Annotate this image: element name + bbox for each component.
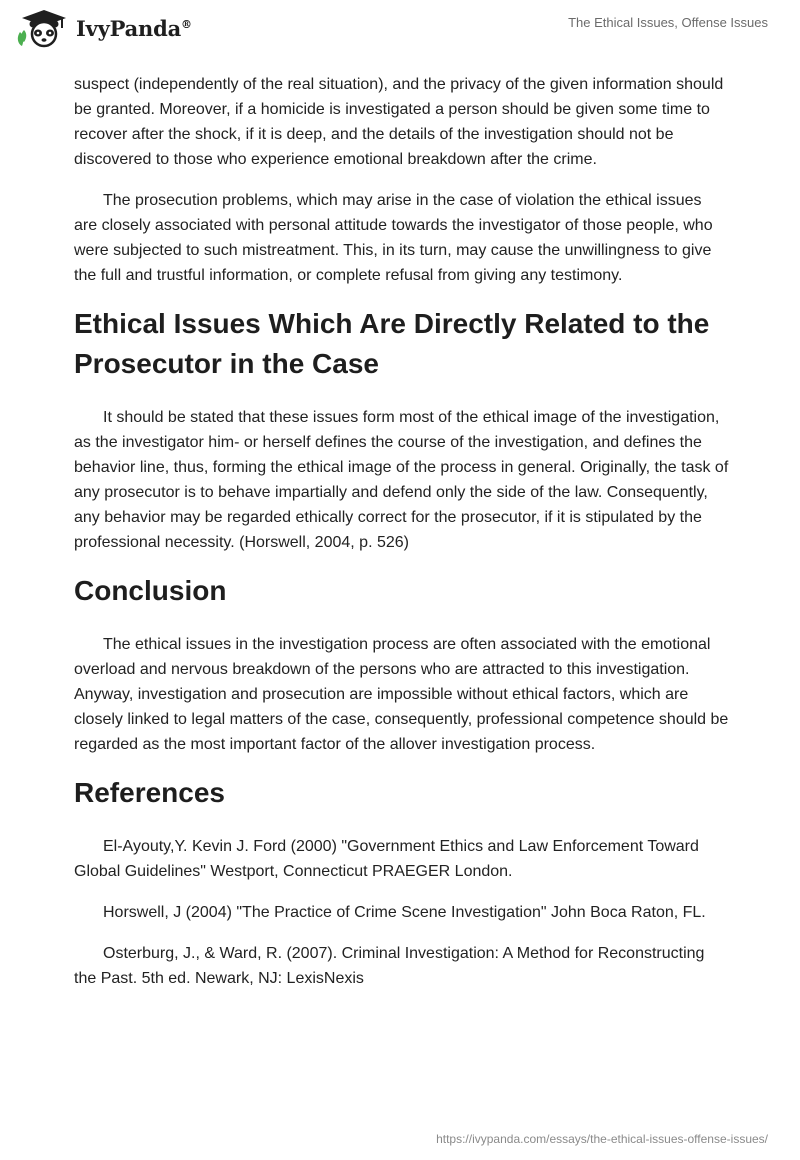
document-title: The Ethical Issues, Offense Issues <box>568 15 768 30</box>
essay-body <box>74 72 729 1007</box>
panda-graduate-icon <box>14 8 70 48</box>
paragraph-conclusion: The ethical issues in the investigation process are often associated with the emotional overload and nervous breakdown of the persons who are attracted to this investigation. Anyway, investigation and prosecution are impossible without ethical factors, which are closely linked to legal matters of the case, consequently, professional competence should be regarded as the most important factor of the allover investigation process. <box>74 636 729 753</box>
paragraph-prosecutor: It should be stated that these issues form most of the ethical image of the investigation, as the investigator him- or herself defines the course of the investigation, and defines the behavior line, thus, forming the ethical image of the process in general. Originally, the task of any prosecutor is to behave impartially and defend only the side of the law. Consequently, any behavior may be regarded ethically correct for the prosecutor, if it is stipulated by the professional necessity. (Horswell, 2004, p. 526) <box>74 409 729 551</box>
source-url[interactable]: https://ivypanda.com/essays/the-ethical-issues-offense-issues/ <box>436 1132 768 1146</box>
page-header <box>0 0 800 70</box>
reference-item: El-Ayouty,Y. Kevin J. Ford (2000) "Government Ethics and Law Enforcement Toward Global Guidelines" Westport, Connecticut PRAEGER London. <box>74 838 699 880</box>
paragraph-intro-2: The prosecution problems, which may arise in the case of violation the ethical issues are closely associated with personal attitude towards the investigator of those people, who were subjected to such mistreatment. This, in its turn, may cause the unwillingness to give the full and trustful information, or complete refusal from giving any testimony. <box>74 192 713 284</box>
paragraph-intro-1: suspect (independently of the real situation), and the privacy of the given information should be granted. Moreover, if a homicide is investigated a person should be given some time to recover after the shock, if it is deep, and the details of the investigation should not be discovered to those who experience emotional breakdown after the crime. <box>74 76 724 168</box>
logo-wordmark: IvyPanda® <box>76 15 192 41</box>
reference-item: Horswell, J (2004) "The Practice of Crime Scene Investigation" John Boca Raton, FL. <box>103 904 706 921</box>
site-logo[interactable] <box>14 8 192 48</box>
section-heading-prosecutor: Ethical Issues Which Are Directly Related to the Prosecutor in the Case <box>74 308 710 379</box>
section-heading-references: References <box>74 777 225 808</box>
section-heading-conclusion: Conclusion <box>74 575 227 606</box>
reference-item: Osterburg, J., & Ward, R. (2007). Criminal Investigation: A Method for Reconstructing the Past. 5th ed. Newark, NJ: LexisNexis <box>74 945 705 987</box>
